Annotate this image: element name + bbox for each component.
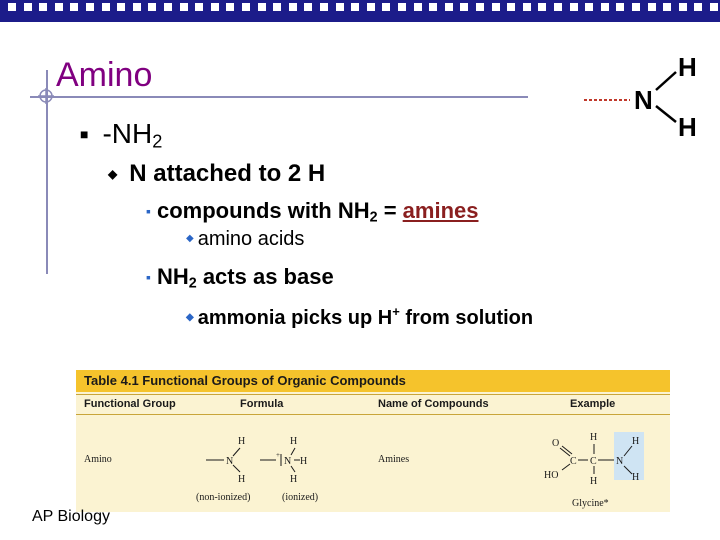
svg-text:N: N [226, 456, 234, 467]
col-example: Example [570, 398, 616, 410]
bullet-nh2: ■ $-NH_2$ [80, 118, 163, 152]
bar-square-decoration [554, 3, 562, 11]
nitrogen-label: N [634, 85, 653, 115]
hydrogen-label-top: H [678, 52, 697, 82]
bar-square-decoration [289, 3, 297, 11]
bar-square-decoration [351, 3, 359, 11]
bar-square-decoration [429, 3, 437, 11]
bar-square-decoration [414, 3, 422, 11]
bar-square-decoration [616, 3, 624, 11]
amino-group-structure [580, 48, 710, 144]
bar-square-decoration [320, 3, 328, 11]
svg-text:N: N [284, 456, 292, 467]
diamond-bullet-icon: ◆ [186, 233, 194, 244]
bar-square-decoration [492, 3, 500, 11]
cell-group-amino: Amino [84, 454, 112, 465]
bar-square-decoration [382, 3, 390, 11]
bar-square-decoration [8, 3, 16, 11]
non-ionized-formula [202, 430, 312, 490]
amines-link[interactable]: amines [402, 198, 479, 223]
bar-square-decoration [258, 3, 266, 11]
svg-text:H: H [632, 472, 640, 483]
bar-square-decoration [180, 3, 188, 11]
square-bullet-icon: ▪ [146, 269, 151, 285]
label-glycine: Glycine* [572, 498, 609, 509]
bar-square-decoration [304, 3, 312, 11]
table-divider [76, 414, 670, 415]
bar-square-decoration [86, 3, 94, 11]
bar-square-decoration [538, 3, 546, 11]
col-name: Name of Compounds [378, 398, 489, 410]
svg-text:H: H [290, 474, 298, 485]
svg-text:N: N [616, 456, 624, 467]
bar-square-decoration [398, 3, 406, 11]
bar-square-decoration [55, 3, 63, 11]
bar-square-decoration [601, 3, 609, 11]
bullet-ammonia: ◆ ammonia picks up H+ from solution [186, 304, 534, 329]
bar-square-decoration [694, 3, 702, 11]
bar-square-decoration [585, 3, 593, 11]
bar-square-decoration [133, 3, 141, 11]
glycine-structure [542, 426, 666, 492]
square-bullet-icon: ▪ [146, 203, 151, 219]
label-non-ionized: (non-ionized) [196, 492, 251, 503]
bar-square-decoration [523, 3, 531, 11]
bar-square-decoration [336, 3, 344, 11]
bar-square-decoration [648, 3, 656, 11]
top-bar [0, 0, 720, 22]
bar-square-decoration [148, 3, 156, 11]
col-formula: Formula [240, 398, 284, 410]
bar-square-decoration [476, 3, 484, 11]
hydrogen-label-bottom: H [678, 112, 697, 142]
table-divider [76, 394, 670, 395]
svg-text:HO: HO [544, 470, 559, 481]
bar-square-decoration [710, 3, 718, 11]
col-functional-group: Functional Group [84, 398, 176, 410]
square-bullet-icon: ■ [80, 126, 89, 142]
bar-square-decoration [445, 3, 453, 11]
bar-square-decoration [164, 3, 172, 11]
bar-square-decoration [242, 3, 250, 11]
bar-square-decoration [273, 3, 281, 11]
diamond-bullet-icon: ◆ [108, 167, 118, 181]
bar-square-decoration [70, 3, 78, 11]
bar-square-decoration [663, 3, 671, 11]
bar-square-decoration [632, 3, 640, 11]
svg-text:C: C [570, 456, 577, 467]
cell-name-amines: Amines [378, 454, 410, 465]
diamond-bullet-icon: ◆ [186, 311, 194, 323]
bullet-acts-as-base: ▪ $NH_2$ acts as base [146, 264, 334, 292]
bar-square-decoration [24, 3, 32, 11]
svg-text:C: C [590, 456, 597, 467]
table-title: Table 4.1 Functional Groups of Organic Compounds [84, 373, 406, 388]
svg-text:H: H [238, 436, 246, 447]
bar-square-decoration [211, 3, 219, 11]
table-title-bar [76, 370, 670, 392]
bullet-compounds: ▪ compounds with $NH_2$ = amines [146, 198, 479, 226]
bar-square-decoration [117, 3, 125, 11]
svg-text:H: H [238, 474, 246, 485]
svg-text:+: + [276, 451, 280, 459]
bar-square-decoration [679, 3, 687, 11]
svg-text:H: H [590, 432, 598, 443]
bar-square-decoration [102, 3, 110, 11]
bar-square-decoration [367, 3, 375, 11]
svg-text:H: H [632, 436, 640, 447]
svg-text:H: H [300, 456, 308, 467]
footer-label: AP Biology [32, 508, 110, 525]
label-ionized: (ionized) [282, 492, 319, 503]
bar-square-decoration [195, 3, 203, 11]
bar-square-decoration [507, 3, 515, 11]
svg-text:H: H [590, 476, 598, 487]
bar-square-decoration [226, 3, 234, 11]
horizontal-rule [30, 96, 528, 98]
bar-square-decoration [460, 3, 468, 11]
svg-text:H: H [290, 436, 298, 447]
bullet-amino-acids: ◆ amino acids [186, 228, 305, 250]
bullet-n-attached: ◆ N attached to 2 H [108, 160, 326, 187]
svg-text:O: O [552, 438, 560, 449]
bar-square-decoration [39, 3, 47, 11]
slide-title: Amino [56, 56, 153, 94]
bar-square-decoration [570, 3, 578, 11]
crosshair-icon [38, 88, 54, 104]
functional-groups-table [76, 370, 670, 512]
